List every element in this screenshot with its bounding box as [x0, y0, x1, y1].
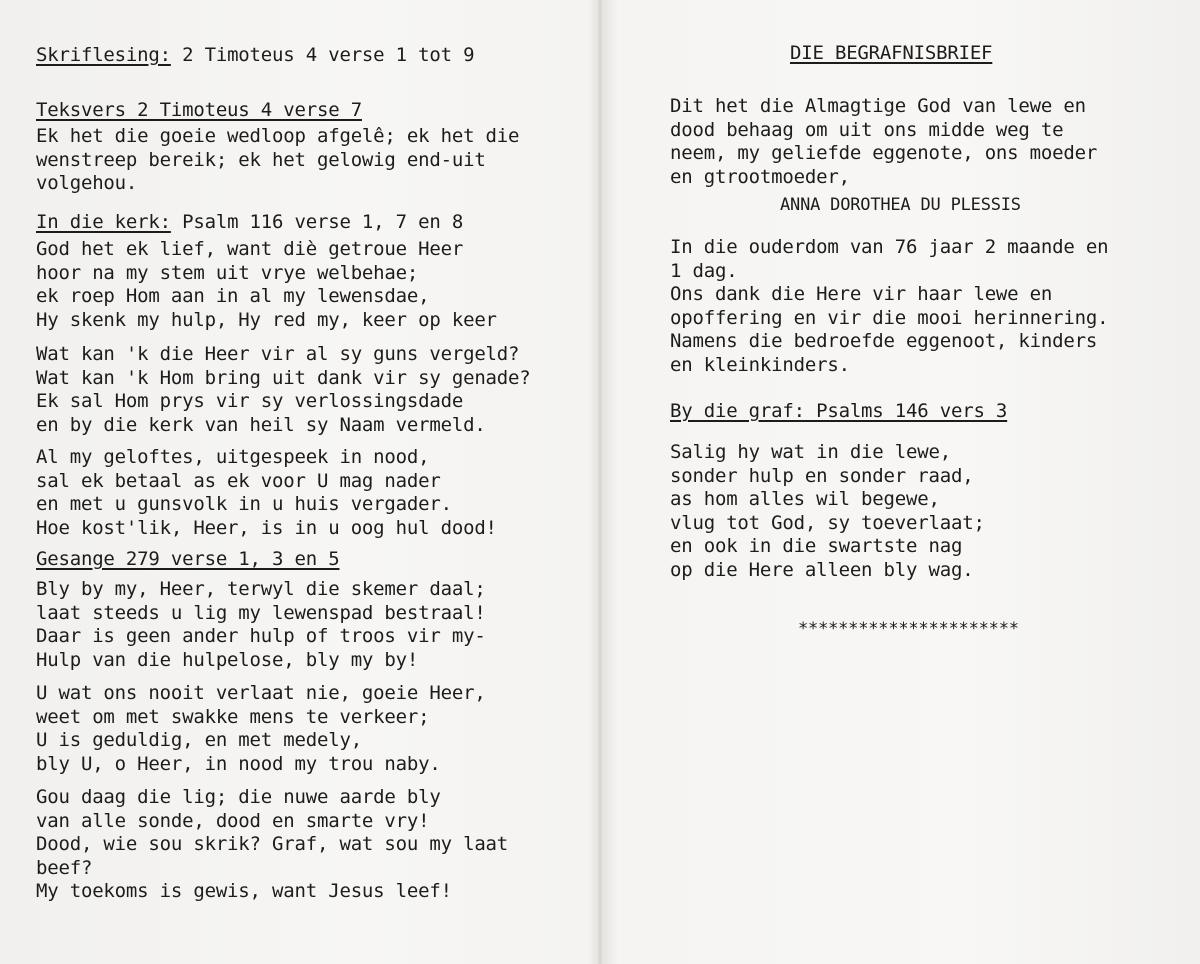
scripture-reading-label: Skriflesing:: [36, 44, 171, 66]
hymn-stanza-1: Bly by my, Heer, terwyl die skemer daal; laat steeds u lig my lewenspad bestraal! Daar is geen ander hulp of troos vir my- Hulp van die hulpelose, bly my by!: [36, 578, 486, 671]
church-psalm-text: Psalm 116 verse 1, 7 en 8: [170, 211, 464, 233]
graveside-heading: By die graf: Psalms 146 vers 3: [670, 400, 1008, 422]
hymn-stanza-3: Gou daag die lig; die nuwe aarde bly van alle sonde, dood en smarte vry! Dood, wie sou skrik? Graf, wat sou my laat beef? My toekoms is gewis, want Jesus leef!: [36, 786, 509, 902]
psalm-stanza-2: Wat kan 'k die Heer vir al sy guns vergeld? Wat kan 'k Hom bring uit dank vir sy genade? Ek sal Hom prys vir sy verlossingsdade en by die kerk van heil sy Naam vermeld.: [36, 343, 531, 436]
scripture-reading: [36, 44, 474, 68]
announcement-intro: Dit het die Almagtige God van lewe en dood behaag om uit ons midde weg te neem, my geliefde eggenote, ons moeder en gtrootmoeder,: [670, 95, 1098, 188]
scripture-reading-text: 2 Timoteus 4 verse 1 tot 9: [170, 44, 475, 66]
church-psalm-label: In die kerk:: [36, 211, 171, 233]
psalm-stanza-3: Al my geloftes, uitgespeek in nood, sal ek betaal as ek voor U mag nader en met u gunsvolk in u huis vergader. Hoe kost'lik, Heer, is in u oog hul dood!: [36, 446, 497, 539]
separator-line: **********************: [798, 619, 1019, 639]
church-psalm-heading: [36, 211, 463, 235]
text-verse-lines: Ek het die goeie wedloop afgelê; ek het die wenstreep bereik; ek het gelowig end-uit volgehou.: [36, 125, 520, 194]
age-and-thanks: In die ouderdom van 76 jaar 2 maande en 1 dag. Ons dank die Here vir haar lewe en opoffering en vir die mooi herinnering. Namens die bedroefde eggenoot, kinders en kleinkinders.: [670, 236, 1109, 376]
letter-title: DIE BEGRAFNISBRIEF: [790, 42, 993, 64]
hymn-stanza-2: U wat ons nooit verlaat nie, goeie Heer, weet om met swakke mens te verkeer; U is geduldig, en met medely, bly U, o Heer, in nood my trou naby.: [36, 682, 486, 775]
text-verse-heading: Teksvers 2 Timoteus 4 verse 7: [36, 99, 362, 121]
hymn-heading: Gesange 279 verse 1, 3 en 5: [36, 548, 340, 570]
right-page: [600, 0, 1200, 964]
graveside-stanza: Salig hy wat in die lewe, sonder hulp en sonder raad, as hom alles wil begewe, vlug tot God, sy toeverlaat; en ook in die swartste nag op die Here alleen bly wag.: [670, 441, 985, 581]
psalm-stanza-1: God het ek lief, want diè getroue Heer hoor na my stem uit vrye welbehae; ek roep Hom aan in al my lewensdae, Hy skenk my hulp, Hy red my, keer op keer: [36, 238, 497, 331]
deceased-name: ANNA DOROTHEA DU PLESSIS: [780, 195, 1021, 215]
